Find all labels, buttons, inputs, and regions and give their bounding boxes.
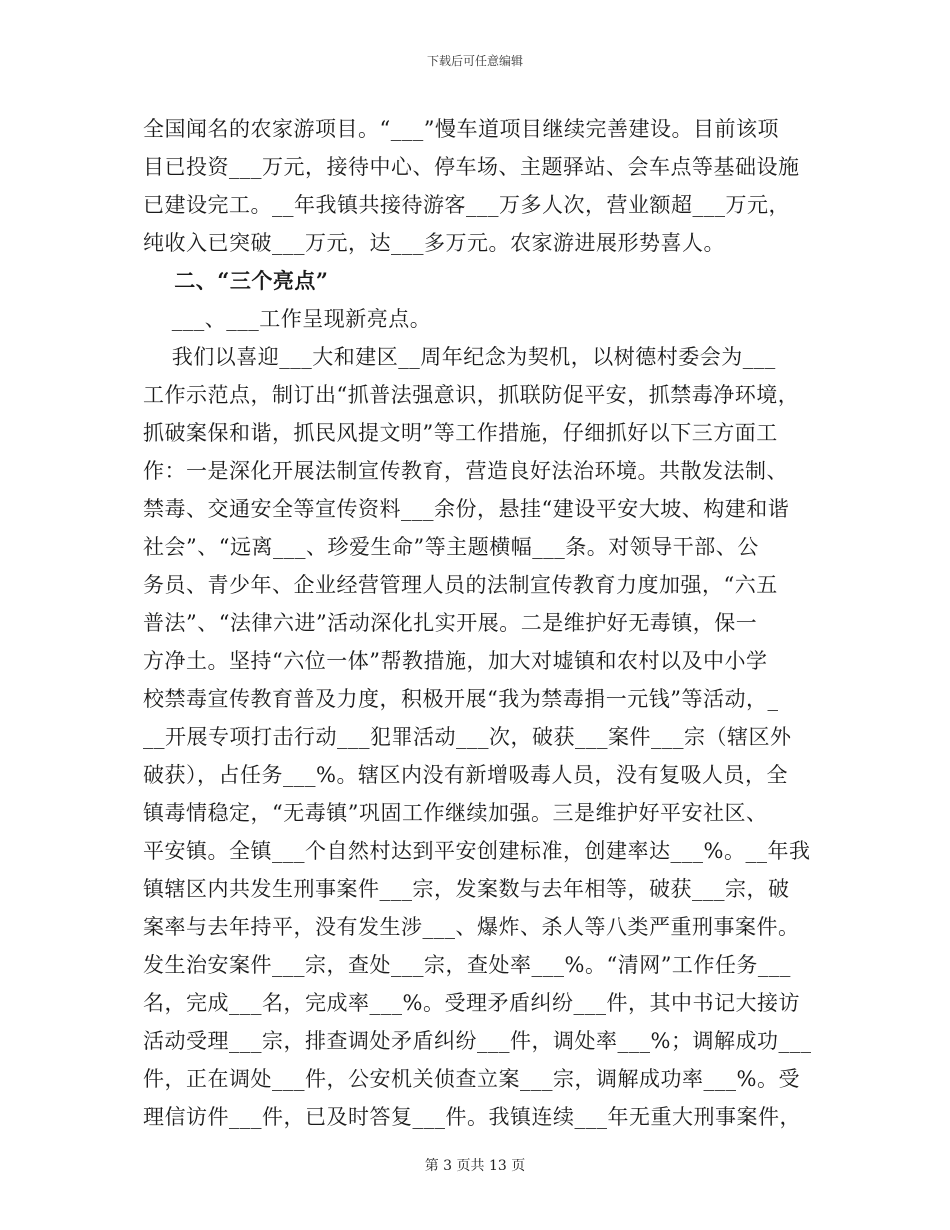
page-header: 下载后可任意编辑 [426,54,523,68]
text-line: 纯收入已突破___万元，达___多万元。农家游进展形势喜人。 [143,231,725,255]
document-body [143,110,812,1136]
text-line: 已建设完工。__年我镇共接待游客___万多人次，营业额超___万元， [143,193,790,217]
text-line: __开展专项打击行动___犯罪活动___次，破获___案件___宗（辖区外 [143,725,792,749]
subsection-heading: ___、___工作呈现新亮点。 [143,307,432,331]
text-line: 镇毒情稳定，“无毒镇”巩固工作继续加强。三是维护好平安社区、 [143,801,768,825]
text-line: 普法”、“法律六进”活动深化扎实开展。二是维护好无毒镇，保一 [143,611,758,635]
text-line: 全国闻名的农家游项目。“___”慢车道项目继续完善建设。目前该项 [143,117,779,141]
text-line: 发生治安案件___宗，查处___宗，查处率___%。“清网”工作任务___ [143,953,791,977]
text-line: 方净土。坚持“六位一体”帮教措施，加大对墟镇和农村以及中小学 [143,649,768,673]
page-footer: 第 3 页共 13 页 [424,1158,526,1174]
text-line: 件，正在调处___件，公安机关侦查立案___宗，调解成功率___%。受 [143,1067,800,1091]
text-line: 破获），占任务___%。辖区内没有新增吸毒人员，没有复吸人员，全 [143,763,788,787]
text-line: 社会”、“远离___、珍爱生命”等主题横幅___条。对领导干部、公 [143,535,759,559]
text-line: 理信访件___件，已及时答复___件。我镇连续___年无重大刑事案件， [143,1105,801,1129]
text-line: 校禁毒宣传教育普及力度，积极开展“我为禁毒捐一元钱”等活动，_ [143,687,779,711]
text-line: 镇辖区内共发生刑事案件___宗，发案数与去年相等，破获___宗，破 [143,877,790,901]
section-heading: 二、“三个亮点” [143,268,329,293]
text-line: 禁毒、交通安全等宣传资料___余份，悬挂“建设平安大坡、构建和谐 [143,497,790,521]
text-line: 我们以喜迎___大和建区__周年纪念为契机，以树德村委会为___ [143,345,776,369]
text-line: 案率与去年持平，没有发生涉___、爆炸、杀人等八类严重刑事案件。 [143,915,800,939]
text-line: 务员、青少年、企业经营管理人员的法制宣传教育力度加强，“六五 [143,573,778,597]
text-line: 活动受理___宗，排查调处矛盾纠纷___件，调处率___%；调解成功___ [143,1029,812,1053]
text-line: 目已投资___万元，接待中心、停车场、主题驿站、会车点等基础设施 [143,155,800,179]
text-line: 平安镇。全镇___个自然村达到平安创建标准，创建率达___%。__年我 [143,839,811,863]
text-line: 工作示范点，制订出“抓普法强意识，抓联防促平安，抓禁毒净环境， [143,383,800,407]
text-line: 名，完成___名，完成率___%。受理矛盾纠纷___件，其中书记大接访 [143,991,800,1015]
text-line: 作：一是深化开展法制宣传教育，营造良好法治环境。共散发法制、 [143,459,788,483]
text-line: 抓破案保和谐，抓民风提文明”等工作措施，仔细抓好以下三方面工 [143,421,778,445]
